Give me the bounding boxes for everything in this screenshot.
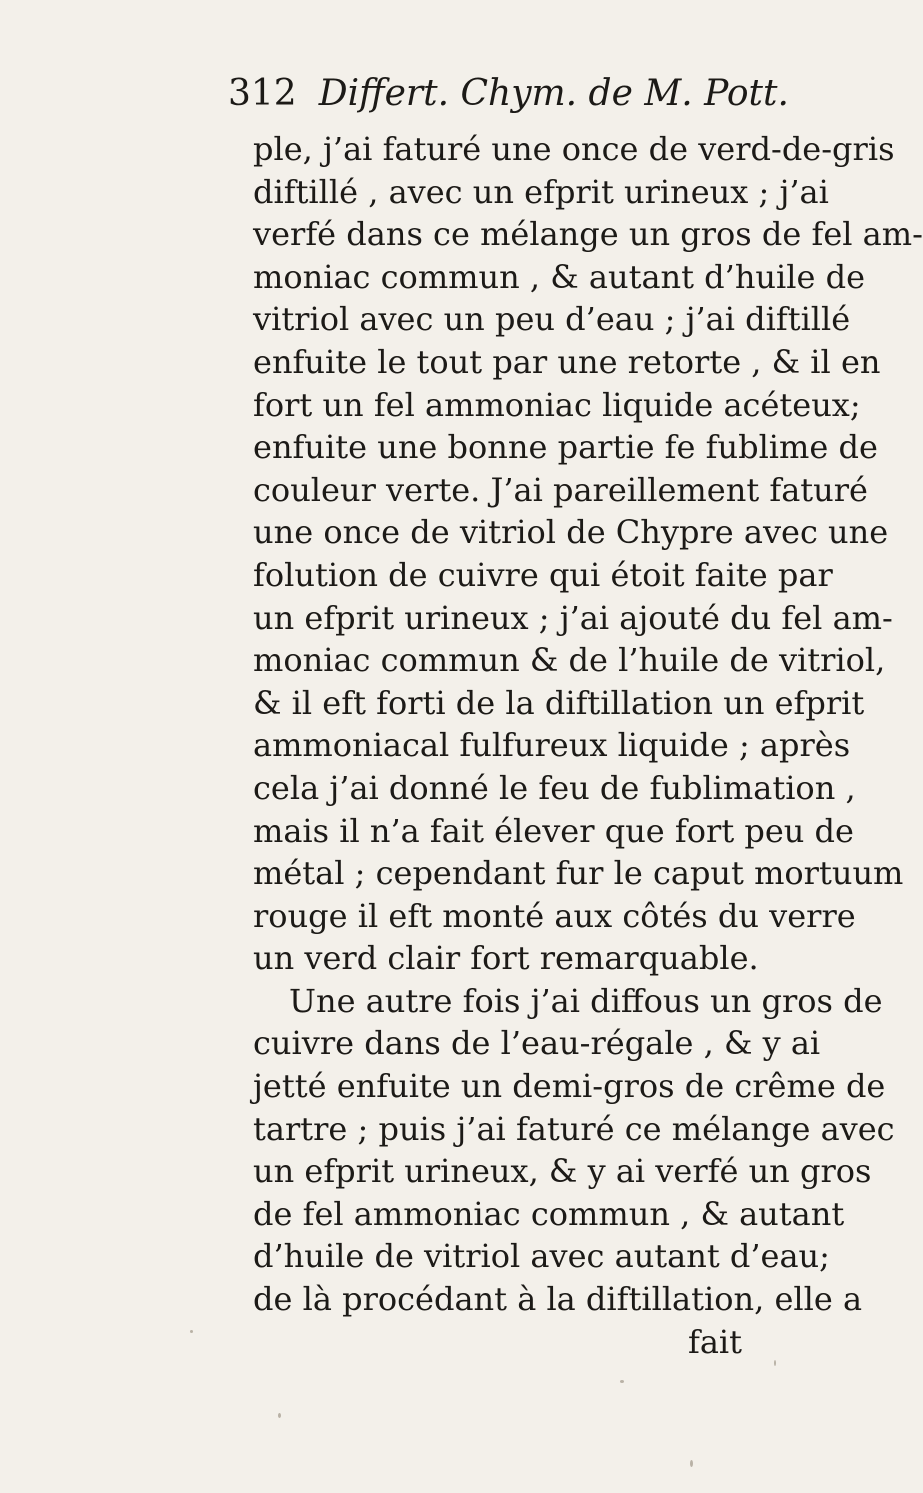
text-line: enfuite le tout par une retorte , & il en [253, 342, 881, 381]
text-line: ammoniacal fulfureux liquide ; après [253, 726, 851, 765]
text-line: jetté enfuite un demi-gros de crême de [253, 1067, 886, 1106]
text-line: une once de vitriol de Chypre avec une [253, 513, 889, 552]
text-line: vitriol avec un peu d’eau ; j’ai diftillé [253, 300, 851, 339]
text-line: d’huile de vitriol avec autant d’eau; [253, 1237, 830, 1276]
text-line: moniac commun & de l’huile de vitriol, [253, 641, 886, 680]
text-line: métal ; cependant fur le caput mortuum [253, 854, 904, 893]
text-line: cela j’ai donné le feu de fublimation , [253, 768, 856, 807]
page-number: 312 [228, 73, 297, 114]
body-text [253, 128, 923, 1363]
text-line: fort un fel ammoniac liquide acéteux; [253, 385, 861, 424]
paper-speck [278, 1413, 281, 1418]
text-line: verfé dans ce mélange un gros de fel am- [253, 215, 923, 254]
text-line: de fel ammoniac commun , & autant [253, 1194, 845, 1233]
catchword: fait [687, 1322, 742, 1361]
text-line: & il eft forti de la diftillation un efprit [253, 683, 865, 722]
text-line: mais il n’a fait élever que fort peu de [253, 811, 854, 850]
text-line: couleur verte. J’ai pareillement faturé [253, 470, 868, 509]
paper-speck [774, 1360, 776, 1366]
text-line: de là procédant à la diftillation, elle a [253, 1280, 863, 1319]
paper-speck [690, 1460, 693, 1467]
text-line: tartre ; puis j’ai faturé ce mélange avec [253, 1109, 895, 1148]
text-line: moniac commun , & autant d’huile de [253, 257, 866, 296]
text-line: cuivre dans de l’eau-régale , & y ai [253, 1024, 821, 1063]
page-header [228, 72, 789, 116]
text-line: rouge il eft monté aux côtés du verre [253, 896, 856, 935]
text-line: un efprit urineux, & y ai verfé un gros [253, 1152, 872, 1191]
text-line: un verd clair fort remarquable. [253, 939, 759, 978]
paper-speck [620, 1380, 624, 1383]
text-line: Une autre fois j’ai diffous un gros de [289, 981, 883, 1020]
text-line: ple, j’ai faturé une once de verd-de-gris [253, 130, 895, 168]
text-line: enfuite une bonne partie fe fublime de [253, 428, 878, 467]
running-title: Differt. Chym. de M. Pott. [318, 73, 789, 114]
text-line: diftillé , avec un efprit urineux ; j’ai [253, 172, 829, 211]
text-line: folution de cuivre qui étoit faite par [253, 555, 833, 594]
paper-speck [190, 1330, 193, 1333]
text-line: un efprit urineux ; j’ai ajouté du fel am- [253, 598, 893, 637]
